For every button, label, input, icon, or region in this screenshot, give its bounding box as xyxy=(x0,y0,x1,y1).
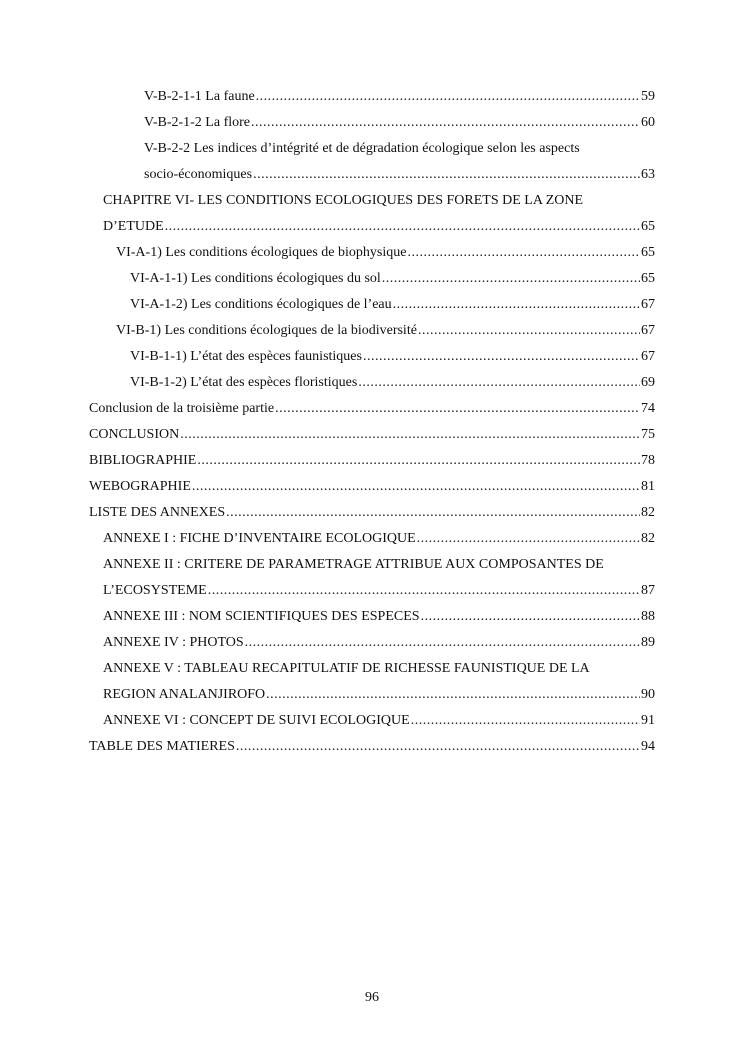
dot-leader xyxy=(421,604,640,630)
toc-entry[interactable] xyxy=(89,396,655,422)
toc-entry-title: V-B-2-2 Les indices d’intégrité et de dégradation écologique selon les aspects xyxy=(144,141,580,156)
toc-entry[interactable] xyxy=(103,188,655,240)
toc-entry-page: 89 xyxy=(641,635,655,650)
toc-entry[interactable] xyxy=(130,370,655,396)
toc-entry-page: 94 xyxy=(641,739,655,754)
toc-entry-title: V-B-2-1-2 La flore xyxy=(144,115,251,130)
toc-entry-page: 60 xyxy=(641,115,655,130)
toc-entry-title: ANNEXE V : TABLEAU RECAPITULATIF DE RICHESSE FAUNISTIQUE DE LA xyxy=(103,661,590,676)
toc-entry-page: 67 xyxy=(641,349,655,364)
toc-entry[interactable] xyxy=(144,110,655,136)
toc-entry-title: VI-B-1-2) L’état des espèces floristiques xyxy=(130,375,358,390)
dot-leader xyxy=(418,318,640,344)
toc-entry-page: 69 xyxy=(641,375,655,390)
dot-leader xyxy=(266,682,640,708)
toc-entry-title: VI-B-1) Les conditions écologiques de la biodiversité xyxy=(116,323,417,338)
toc-entry-page: 67 xyxy=(641,297,655,312)
dot-leader xyxy=(236,734,640,760)
toc-entry-title-continued: socio-économiques xyxy=(144,167,253,182)
toc-entry-title: ANNEXE III : NOM SCIENTIFIQUES DES ESPECES xyxy=(103,609,420,624)
toc-entry-title: ANNEXE II : CRITERE DE PARAMETRAGE ATTRIBUE AUX COMPOSANTES DE xyxy=(103,557,604,572)
toc-entry-page: 59 xyxy=(641,89,655,104)
toc-entry-page: 63 xyxy=(641,167,655,182)
toc-entry-title: CONCLUSION xyxy=(89,427,180,442)
dot-leader xyxy=(245,630,640,656)
dot-leader xyxy=(256,84,640,110)
dot-leader xyxy=(407,240,640,266)
toc-entry-page: 81 xyxy=(641,479,655,494)
dot-leader xyxy=(411,708,640,734)
toc-entry-title: LISTE DES ANNEXES xyxy=(89,505,226,520)
dot-leader xyxy=(393,292,640,318)
toc-entry-page: 78 xyxy=(641,453,655,468)
toc-entry[interactable] xyxy=(103,708,655,734)
toc-entry-title-continued: D’ETUDE xyxy=(103,219,164,234)
dot-leader xyxy=(363,344,640,370)
toc-entry[interactable] xyxy=(144,84,655,110)
toc-entry[interactable] xyxy=(116,240,655,266)
toc-entry-page: 82 xyxy=(641,505,655,520)
toc-entry-title: ANNEXE VI : CONCEPT DE SUIVI ECOLOGIQUE xyxy=(103,713,410,728)
toc-entry-page: 82 xyxy=(641,531,655,546)
dot-leader xyxy=(382,266,640,292)
toc-entry-title: CHAPITRE VI- LES CONDITIONS ECOLOGIQUES DES FORETS DE LA ZONE xyxy=(103,193,584,208)
dot-leader xyxy=(180,422,640,448)
toc-entry-page: 75 xyxy=(641,427,655,442)
toc-entry[interactable] xyxy=(103,526,655,552)
dot-leader xyxy=(417,526,640,552)
dot-leader xyxy=(253,162,640,188)
toc-entry[interactable] xyxy=(89,422,655,448)
toc-entry-page: 74 xyxy=(641,401,655,416)
toc-entry[interactable] xyxy=(116,318,655,344)
toc-entry[interactable] xyxy=(103,604,655,630)
toc-entry[interactable] xyxy=(130,266,655,292)
toc-entry-title: ANNEXE IV : PHOTOS xyxy=(103,635,244,650)
toc-entry-title: Conclusion de la troisième partie xyxy=(89,401,275,416)
toc-entry-page: 90 xyxy=(641,687,655,702)
toc-entry-page: 87 xyxy=(641,583,655,598)
toc-entry-page: 65 xyxy=(641,245,655,260)
toc-entry-title: VI-A-1-2) Les conditions écologiques de l’eau xyxy=(130,297,392,312)
toc-entry[interactable] xyxy=(89,474,655,500)
toc-entry[interactable] xyxy=(89,448,655,474)
toc-entry-page: 67 xyxy=(641,323,655,338)
toc-entry[interactable] xyxy=(130,344,655,370)
dot-leader xyxy=(251,110,640,136)
toc-entry-page: 65 xyxy=(641,219,655,234)
toc-entry[interactable] xyxy=(144,136,655,188)
toc-entry-title-continued: REGION ANALANJIROFO xyxy=(103,687,266,702)
toc-entry[interactable] xyxy=(103,656,655,708)
toc-entry[interactable] xyxy=(130,292,655,318)
toc-entry[interactable] xyxy=(103,630,655,656)
toc-entry[interactable] xyxy=(103,552,655,604)
dot-leader xyxy=(208,578,640,604)
dot-leader xyxy=(358,370,640,396)
toc-entry-page: 88 xyxy=(641,609,655,624)
dot-leader xyxy=(275,396,640,422)
dot-leader xyxy=(192,474,640,500)
toc-entry[interactable] xyxy=(89,500,655,526)
toc-entry-title: TABLE DES MATIERES xyxy=(89,739,235,754)
toc-entry-title: V-B-2-1-1 La faune xyxy=(144,89,255,104)
toc-entry-title: VI-A-1) Les conditions écologiques de biophysique xyxy=(116,245,407,260)
dot-leader xyxy=(165,214,640,240)
toc-entry-page: 91 xyxy=(641,713,655,728)
toc-entry-title: WEBOGRAPHIE xyxy=(89,479,191,494)
toc-entry-title: BIBLIOGRAPHIE xyxy=(89,453,197,468)
page-number: 96 xyxy=(365,990,379,1005)
dot-leader xyxy=(197,448,640,474)
toc-entry-title: ANNEXE I : FICHE D’INVENTAIRE ECOLOGIQUE xyxy=(103,531,416,546)
dot-leader xyxy=(226,500,640,526)
toc-entry-title: VI-A-1-1) Les conditions écologiques du sol xyxy=(130,271,381,286)
toc-entry-title: VI-B-1-1) L’état des espèces faunistiques xyxy=(130,349,362,364)
toc-entry-page: 65 xyxy=(641,271,655,286)
toc-entry[interactable] xyxy=(89,734,655,760)
toc-entry-title-continued: L’ECOSYSTEME xyxy=(103,583,207,598)
